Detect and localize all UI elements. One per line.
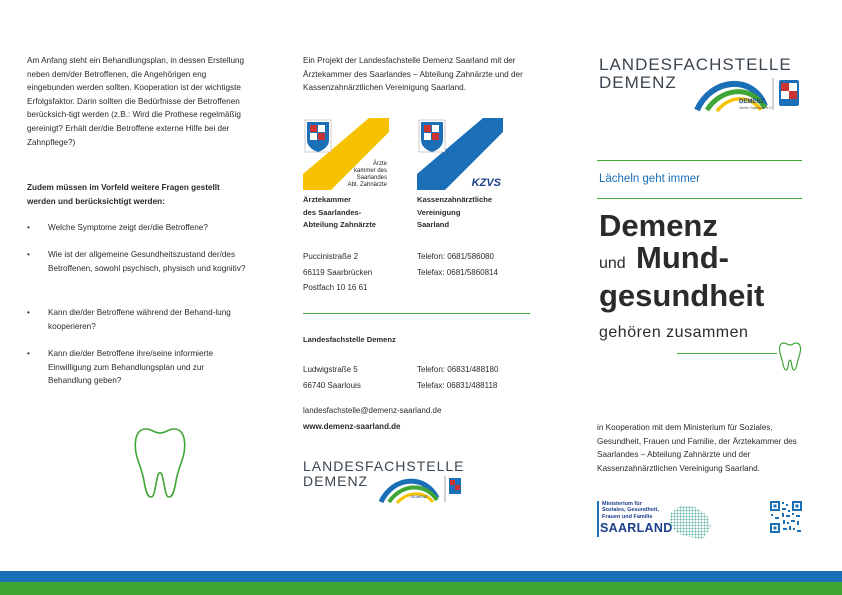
lfd-address (303, 362, 361, 393)
saarland-map-icon (667, 503, 713, 541)
website-link[interactable]: www.demenz-saarland.de (303, 421, 401, 431)
logo-title-line: DEMENZ (303, 472, 369, 489)
demenz-swoosh-icon (379, 474, 463, 504)
project-text: Ein Projekt der Landesfachstelle Demenz Saarland mit der Ärztekammer des Saarlandes – Abteilung Zahnärzte und der Kassenzahnärztlichen Vereinigung Saarland. (303, 56, 523, 93)
intro-paragraph: Am Anfang steht ein Behandlungsplan, in dessen Erstellung neben dem/der Betroffenen, die Angehörigen eng eingebunden werden sollten. Kooperation ist der wichtigste Erfolgsfaktor. Darin sollten die Bedürfnisse der Betroffenen berücksich-tigt werden (z.B.: Wird die Prothese regelmäßig gereinigt? Erhält der/die Betroffene externe Hilfe bei der Zahnpflege?) (27, 56, 245, 147)
aek-logo-text-2: kammer des (353, 168, 387, 174)
aek-name-line: Ärztekammer (303, 195, 352, 204)
ministry-logo (597, 501, 737, 541)
aek-name-line: des Saarlandes- (303, 207, 362, 217)
bullet-icon: • (27, 250, 30, 259)
ministry-name (602, 501, 659, 520)
aerztekammer-logo-graphic (303, 118, 389, 190)
kzvs-name (417, 194, 492, 232)
divider (597, 198, 802, 199)
bullet-icon: • (27, 223, 30, 232)
kzvs-contact (417, 249, 498, 280)
aek-name (303, 194, 376, 232)
bullet-icon: • (27, 308, 30, 317)
lfd-contact (417, 362, 498, 393)
aek-logo-text-4: Abt. Zahnärzte (347, 182, 387, 188)
title-gesundheit: gesundheit (599, 278, 765, 313)
title-demenz: Demenz (599, 208, 718, 243)
lfd-fax: Telefax: 06831/488118 (417, 380, 498, 390)
aek-logo-text-3: Saarlandes (356, 175, 387, 181)
qr-code-icon[interactable] (769, 500, 803, 534)
swoosh-label: DEMENZ (739, 99, 765, 105)
address-line: Ludwigstraße 5 (303, 365, 358, 374)
ministry-line: Ministerium für (602, 501, 642, 507)
swoosh-sub-label: Verein Saarlouis e.V. (739, 106, 773, 110)
kzvs-fax: Telefax: 0681/5860814 (417, 267, 498, 277)
address-line: 66119 Saarbrücken (303, 267, 373, 277)
divider (677, 353, 777, 354)
ministry-logo-bar (597, 501, 599, 537)
bullet-icon: • (27, 349, 30, 358)
list-item-text: Kann die/der Betroffene während der Behand-lung kooperieren? (48, 308, 231, 331)
cooperation-text: in Kooperation mit dem Ministerium für Soziales, Gesundheit, Frauen und Familie, der Ärztekammer des Saarlandes – Abteilung Zahnärzte und der Kassenzahnärztlichen Vereinigung Saarland. (597, 423, 797, 473)
questions-heading: Zudem müssen im Vorfeld weitere Fragen gestellt werden und berücksichtigt werden: (27, 183, 220, 206)
logo-title-line: DEMENZ (599, 72, 677, 92)
logo-title-line: LANDESFACHSTELLE (303, 458, 465, 474)
title-und: und (599, 255, 626, 272)
list-item-text: Wie ist der allgemeine Gesundheitszustand der/des Betroffenen, sowohl psychisch, physisch und kognitiv? (48, 250, 246, 273)
address-line: 66740 Saarlouis (303, 380, 361, 390)
list-item-text: Kann die/der Betroffene ihre/seine informierte Einwilligung zum Behandlungsplan und zur Behandlung geben? (48, 349, 214, 386)
aek-name-line: Abteilung Zahnärzte (303, 220, 376, 229)
kzvs-name-line: Kassenzahnärztliche (417, 195, 493, 204)
saarland-wordmark: SAARLAND (600, 521, 673, 535)
lfd-web-contact (303, 403, 441, 434)
ministry-line: Soziales, Gesundheit, (602, 507, 659, 514)
demenz-swoosh-logo (693, 74, 805, 112)
lfd-name: Landesfachstelle Demenz (303, 335, 396, 344)
divider (597, 160, 802, 161)
tooth-icon (778, 341, 802, 371)
subtitle: gehören zusammen (599, 324, 749, 341)
email-link[interactable]: landesfachstelle@demenz-saarland.de (303, 406, 442, 415)
aerztekammer-logo (303, 118, 389, 186)
kzvs-name-line: Vereinigung (417, 207, 461, 217)
list-item-text: Welche Symptome zeigt der/die Betroffene? (48, 223, 208, 232)
address-line: Postfach 10 16 61 (303, 283, 368, 293)
title-mund: Mund- (636, 240, 729, 275)
kzvs-phone: Telefon: 0681/586080 (417, 252, 494, 261)
swoosh-label-small: DEMENZ (410, 494, 428, 499)
tagline: Lächeln geht immer (599, 173, 700, 185)
footer-stripe-blue (0, 571, 842, 582)
aek-logo-text-1: Ärzte (372, 161, 387, 167)
kzvs-logo-graphic (417, 118, 503, 190)
ministry-line: Frauen und Familie (602, 513, 653, 520)
logo-title-line: LANDESFACHSTELLE (599, 55, 792, 74)
kzvs-name-line: Saarland (417, 220, 450, 229)
tooth-icon (132, 425, 188, 501)
aek-address (303, 249, 372, 296)
kzvs-logo-text: KZVS (471, 177, 501, 189)
kzvs-logo (417, 118, 503, 189)
address-line: Puccinistraße 2 (303, 252, 359, 261)
divider (303, 313, 530, 314)
footer-stripe-green (0, 582, 842, 595)
lfd-phone: Telefon: 06831/488180 (417, 365, 499, 374)
